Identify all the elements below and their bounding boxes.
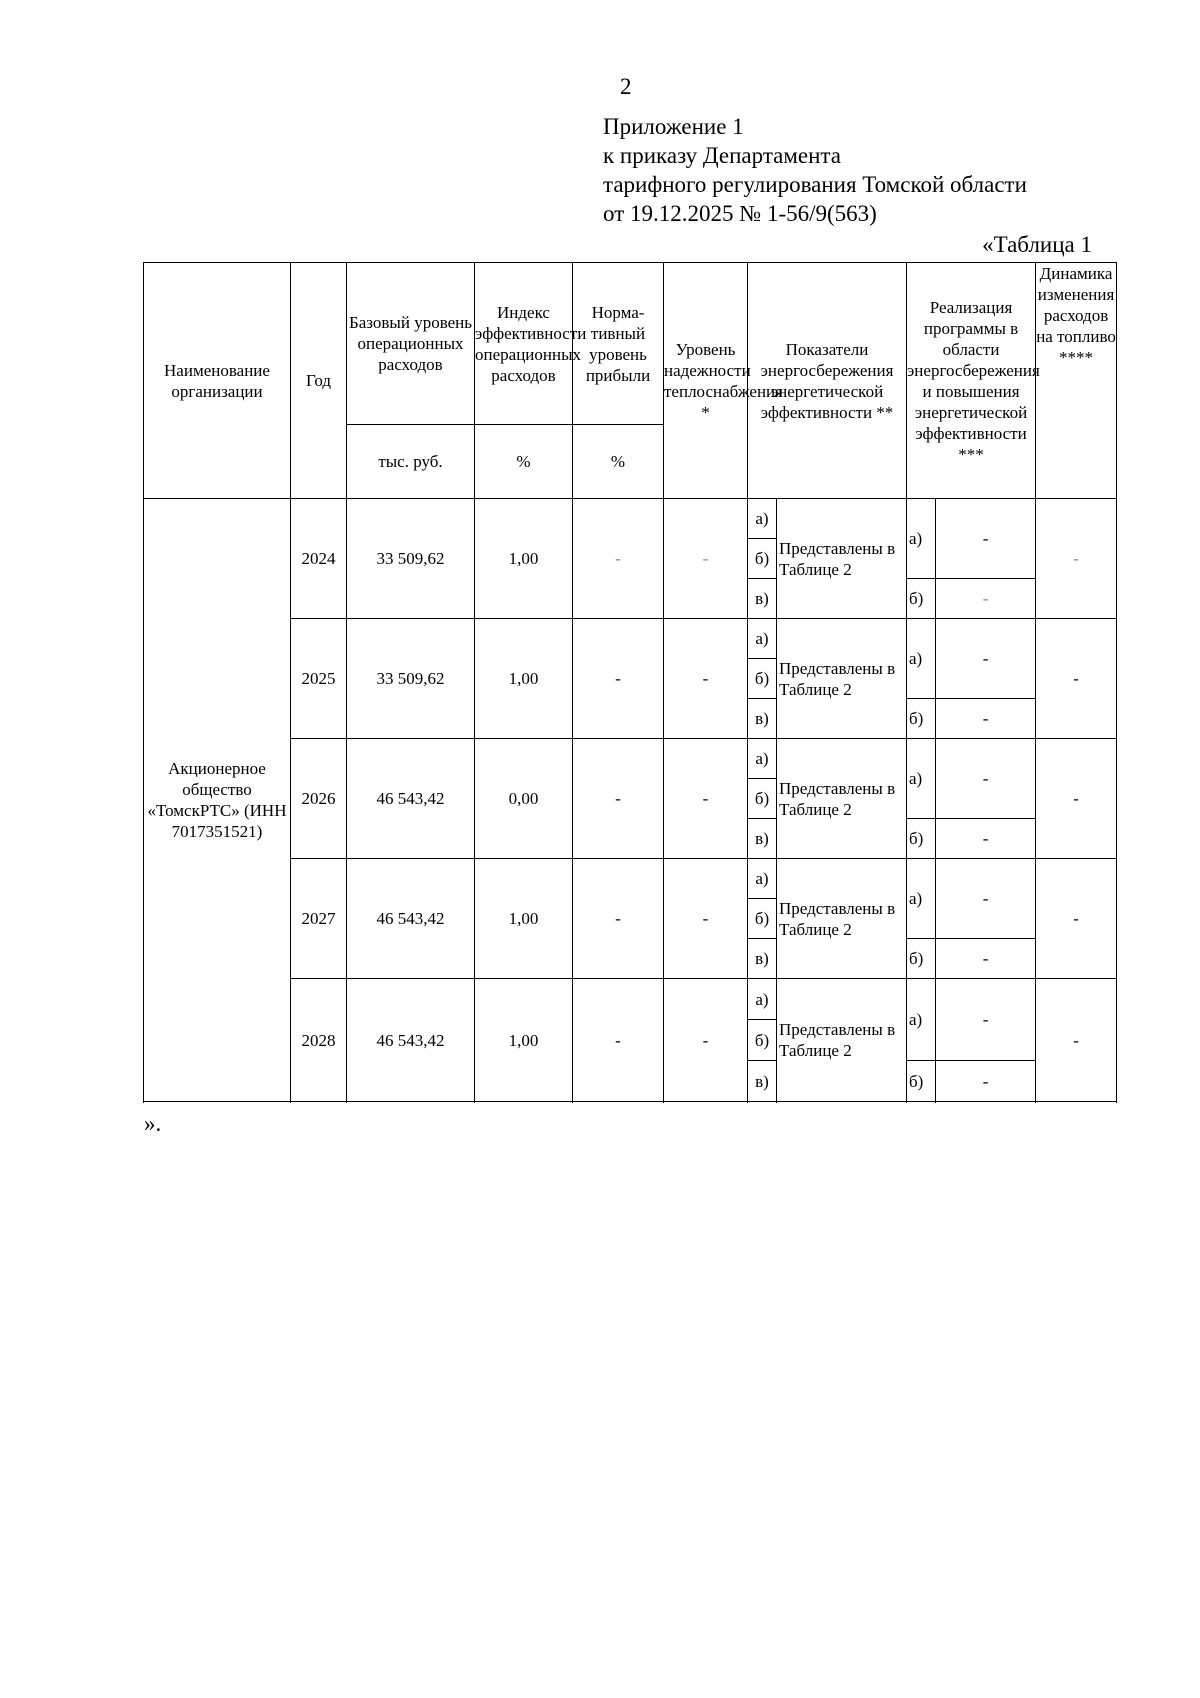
cell-program-b: - <box>936 699 1036 739</box>
cell-efficiency-index: 1,00 <box>475 619 573 739</box>
program-marker-b: б) <box>907 939 936 979</box>
marker-a: а) <box>748 859 777 899</box>
header-energy-indicators: Показатели энергосбережения энергетической эффективности ** <box>748 263 907 499</box>
program-marker-a: а) <box>907 499 936 579</box>
cell-year: 2027 <box>291 859 347 979</box>
cell-normative-profit: - <box>573 739 664 859</box>
table-label: «Таблица 1 <box>982 232 1092 257</box>
cell-reliability: - <box>664 979 748 1102</box>
header-fuel-dynamics: Динамика изменения расходов на топливо **** <box>1036 263 1117 499</box>
appendix-line-2: к приказу Департамента <box>603 143 841 168</box>
cell-program-a: - <box>936 859 1036 939</box>
appendix-header <box>603 112 1027 228</box>
org-name-cell: Акционерное общество «ТомскРТС» (ИНН 7017351521) <box>144 499 291 1102</box>
program-marker-a: а) <box>907 619 936 699</box>
cell-fuel-dynamics: - <box>1036 739 1117 859</box>
program-marker-a: а) <box>907 979 936 1061</box>
unit-normative-profit: % <box>573 425 664 499</box>
cell-base-opex: 33 509,62 <box>347 499 475 619</box>
program-marker-a: а) <box>907 739 936 819</box>
cell-normative-profit: - <box>573 499 664 619</box>
cell-reliability: - <box>664 619 748 739</box>
cell-efficiency-index: 1,00 <box>475 979 573 1102</box>
cell-program-b: - <box>936 1061 1036 1102</box>
cell-fuel-dynamics: - <box>1036 619 1117 739</box>
header-normative-profit: Норма-тивный уровень прибыли <box>573 263 664 425</box>
cell-base-opex: 33 509,62 <box>347 619 475 739</box>
cell-efficiency-index: 1,00 <box>475 859 573 979</box>
table-container <box>143 262 1116 1102</box>
cell-reliability: - <box>664 499 748 619</box>
cell-fuel-dynamics: - <box>1036 499 1117 619</box>
cell-normative-profit: - <box>573 619 664 739</box>
marker-v: в) <box>748 579 777 619</box>
closing-quote: ». <box>144 1111 162 1136</box>
marker-a: а) <box>748 739 777 779</box>
marker-v: в) <box>748 819 777 859</box>
marker-b: б) <box>748 899 777 939</box>
program-marker-b: б) <box>907 1061 936 1102</box>
cell-fuel-dynamics: - <box>1036 859 1117 979</box>
marker-a: а) <box>748 499 777 539</box>
cell-reliability: - <box>664 739 748 859</box>
cell-fuel-dynamics: - <box>1036 979 1117 1102</box>
header-year: Год <box>291 263 347 499</box>
cell-base-opex: 46 543,42 <box>347 979 475 1102</box>
marker-v: в) <box>748 699 777 739</box>
cell-energy-indicators: Представлены в Таблице 2 <box>777 499 907 619</box>
marker-a: а) <box>748 979 777 1020</box>
appendix-line-1: Приложение 1 <box>603 114 744 139</box>
unit-efficiency-index: % <box>475 425 573 499</box>
cell-energy-indicators: Представлены в Таблице 2 <box>777 619 907 739</box>
cell-base-opex: 46 543,42 <box>347 739 475 859</box>
cell-energy-indicators: Представлены в Таблице 2 <box>777 859 907 979</box>
cell-reliability: - <box>664 859 748 979</box>
header-org-name: Наименование организации <box>144 263 291 499</box>
program-marker-b: б) <box>907 579 936 619</box>
appendix-line-3: тарифного регулирования Томской области <box>603 172 1027 197</box>
header-energy-program: Реализация программы в области энергосбережения и повышения энергетической эффективности *** <box>907 263 1036 499</box>
marker-v: в) <box>748 1061 777 1102</box>
cell-program-a: - <box>936 619 1036 699</box>
cell-year: 2025 <box>291 619 347 739</box>
cell-efficiency-index: 0,00 <box>475 739 573 859</box>
marker-b: б) <box>748 779 777 819</box>
program-marker-b: б) <box>907 819 936 859</box>
cell-energy-indicators: Представлены в Таблице 2 <box>777 739 907 859</box>
program-marker-a: а) <box>907 859 936 939</box>
cell-normative-profit: - <box>573 979 664 1102</box>
marker-b: б) <box>748 539 777 579</box>
page-number: 2 <box>620 74 632 99</box>
marker-v: в) <box>748 939 777 979</box>
cell-year: 2028 <box>291 979 347 1102</box>
cell-program-b: - <box>936 819 1036 859</box>
cell-year: 2024 <box>291 499 347 619</box>
cell-program-a: - <box>936 979 1036 1061</box>
cell-program-a: - <box>936 499 1036 579</box>
cell-program-b: - <box>936 939 1036 979</box>
cell-program-a: - <box>936 739 1036 819</box>
header-base-opex: Базовый уровень операционных расходов <box>347 263 475 425</box>
unit-base-opex: тыс. руб. <box>347 425 475 499</box>
appendix-line-4: от 19.12.2025 № 1-56/9(563) <box>603 201 877 226</box>
cell-base-opex: 46 543,42 <box>347 859 475 979</box>
tariff-table <box>143 262 1117 1102</box>
header-reliability: Уровень надежности теплоснабжения * <box>664 263 748 499</box>
cell-efficiency-index: 1,00 <box>475 499 573 619</box>
cell-normative-profit: - <box>573 859 664 979</box>
table-body <box>144 499 1117 1102</box>
cell-energy-indicators: Представлены в Таблице 2 <box>777 979 907 1102</box>
marker-b: б) <box>748 1020 777 1061</box>
program-marker-b: б) <box>907 699 936 739</box>
header-efficiency-index: Индекс эффективности операционных расходов <box>475 263 573 425</box>
cell-year: 2026 <box>291 739 347 859</box>
cell-program-b: - <box>936 579 1036 619</box>
marker-a: а) <box>748 619 777 659</box>
marker-b: б) <box>748 659 777 699</box>
